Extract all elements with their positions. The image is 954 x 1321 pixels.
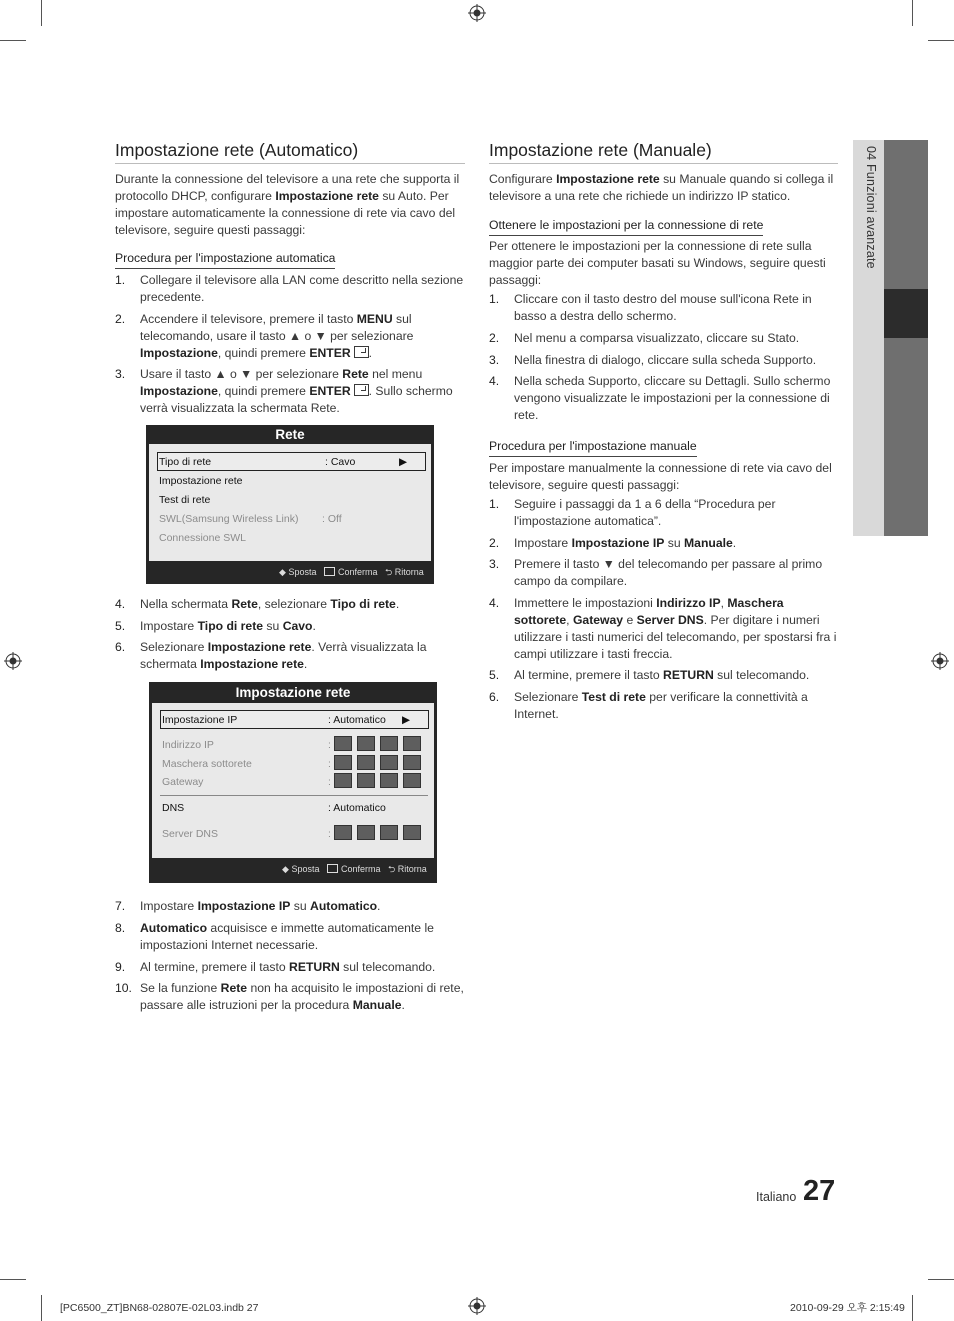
screen-title: Rete xyxy=(275,427,305,442)
footer-move-label: Sposta xyxy=(291,864,320,874)
field-separator: : xyxy=(328,758,331,770)
ip-octet-field[interactable] xyxy=(357,736,375,751)
footer-confirm-label: Conferma xyxy=(337,567,378,577)
field-separator: : xyxy=(328,776,331,788)
page-language: Italiano xyxy=(756,1190,797,1204)
menu-item-value: : Automatico xyxy=(328,714,386,726)
gateway-octet-field[interactable] xyxy=(403,773,421,788)
subnet-octet-field[interactable] xyxy=(380,755,398,770)
crop-mark xyxy=(912,1295,913,1321)
return-icon: ⮌ xyxy=(385,567,393,577)
left-intro: Durante la connessione del televisore a una rete che supporta il protocollo DHCP, configurare Impostazione rete su Auto. Per impostare automaticamente la connessione di rete via cavo del televisore, seguire questi passaggi: xyxy=(115,172,460,237)
footer-return-label: Ritorna xyxy=(394,567,424,577)
crop-mark xyxy=(0,1279,26,1280)
right-paragraph: Per impostare manualmente la connessione di rete via cavo del televisore, seguire questi passaggi: xyxy=(489,461,832,492)
move-icon: ◆ xyxy=(279,567,286,577)
dns-octet-field[interactable] xyxy=(334,825,352,840)
left-section-title: Impostazione rete (Automatico) xyxy=(115,140,359,160)
crop-mark xyxy=(0,40,26,41)
screen-body xyxy=(149,444,431,561)
registration-mark-icon xyxy=(468,4,486,22)
move-icon: ◆ xyxy=(282,864,289,874)
field-maschera-sottorete-label: Maschera sottorete xyxy=(162,758,252,770)
dns-octet-field[interactable] xyxy=(357,825,375,840)
page-number: 27 xyxy=(803,1175,836,1207)
return-icon: ⮌ xyxy=(388,864,396,874)
menu-item-swl: SWL(Samsung Wireless Link) xyxy=(159,513,299,525)
arrow-right-icon: ▶ xyxy=(402,714,411,726)
chapter-tab-block xyxy=(884,140,928,289)
chapter-tab-block xyxy=(884,338,928,536)
ip-octet-field[interactable] xyxy=(334,736,352,751)
enter-icon xyxy=(354,384,369,396)
subnet-octet-field[interactable] xyxy=(334,755,352,770)
gateway-octet-field[interactable] xyxy=(380,773,398,788)
tv-screen-impostazione-rete xyxy=(149,682,437,883)
right-paragraph: Per ottenere le impostazioni per la connessione di rete sulla maggior parte dei computer basati su Windows, seguire questi passaggi: xyxy=(489,239,826,287)
menu-item-test-di-rete[interactable]: Test di rete xyxy=(159,494,211,506)
registration-mark-icon xyxy=(4,652,22,670)
field-gateway-label: Gateway xyxy=(162,776,204,788)
footer-move-label: Sposta xyxy=(288,567,317,577)
menu-item-impostazione-rete[interactable]: Impostazione rete xyxy=(159,475,243,487)
subnet-octet-field[interactable] xyxy=(357,755,375,770)
right-subheading-settings: Ottenere le impostazioni per la connessione di rete xyxy=(489,217,763,236)
chapter-tab-marker xyxy=(884,289,928,338)
screen-body xyxy=(152,703,434,858)
left-subheading: Procedura per l'impostazione automatica xyxy=(115,250,335,269)
footer-confirm-label: Conferma xyxy=(340,864,381,874)
menu-item-value: : Cavo xyxy=(325,456,356,468)
menu-item-dns[interactable]: DNS xyxy=(162,802,185,814)
right-section-title: Impostazione rete (Manuale) xyxy=(489,140,712,160)
enter-icon xyxy=(327,864,338,873)
arrow-right-icon: ▶ xyxy=(399,456,408,468)
gateway-octet-field[interactable] xyxy=(357,773,375,788)
crop-mark xyxy=(928,1279,954,1280)
ip-octet-field[interactable] xyxy=(403,736,421,751)
menu-item-label: Tipo di rete xyxy=(159,456,212,468)
menu-item-value: : Automatico xyxy=(328,802,386,814)
enter-icon xyxy=(354,346,369,358)
enter-icon xyxy=(324,567,335,576)
title-rule xyxy=(489,163,838,164)
menu-item-value: : Off xyxy=(322,513,342,525)
gateway-octet-field[interactable] xyxy=(334,773,352,788)
right-intro: Configurare Impostazione rete su Manuale quando si collega il televisore a una rete che richiede un indirizzo IP statico. xyxy=(489,172,834,203)
dns-octet-field[interactable] xyxy=(380,825,398,840)
crop-mark xyxy=(41,1295,42,1321)
crop-mark xyxy=(912,0,913,26)
tv-screen-rete xyxy=(146,425,434,584)
field-server-dns-label: Server DNS xyxy=(162,828,219,840)
crop-mark xyxy=(928,40,954,41)
ip-octet-field[interactable] xyxy=(380,736,398,751)
menu-item-connessione-swl: Connessione SWL xyxy=(159,532,246,544)
screen-footer xyxy=(279,566,424,578)
registration-mark-icon xyxy=(468,1297,486,1315)
field-separator: : xyxy=(328,739,331,751)
print-timestamp: 2010-09-29 오후 2:15:49 xyxy=(790,1302,905,1314)
chapter-tab-label: 04 Funzioni avanzate xyxy=(864,146,878,269)
subnet-octet-field[interactable] xyxy=(403,755,421,770)
footer-return-label: Ritorna xyxy=(397,864,427,874)
print-file-name: [PC6500_ZT]BN68-02807E-02L03.indb 27 xyxy=(60,1302,259,1314)
title-rule xyxy=(115,163,465,164)
field-indirizzo-ip-label: Indirizzo IP xyxy=(162,739,214,751)
crop-mark xyxy=(41,0,42,26)
screen-title: Impostazione rete xyxy=(235,685,351,700)
screen-footer xyxy=(282,863,427,875)
right-subheading-manual: Procedura per l'impostazione manuale xyxy=(489,438,697,457)
screen-divider xyxy=(160,795,428,796)
menu-item-label: Impostazione IP xyxy=(162,714,238,726)
dns-octet-field[interactable] xyxy=(403,825,421,840)
field-separator: : xyxy=(328,828,331,840)
registration-mark-icon xyxy=(931,652,949,670)
